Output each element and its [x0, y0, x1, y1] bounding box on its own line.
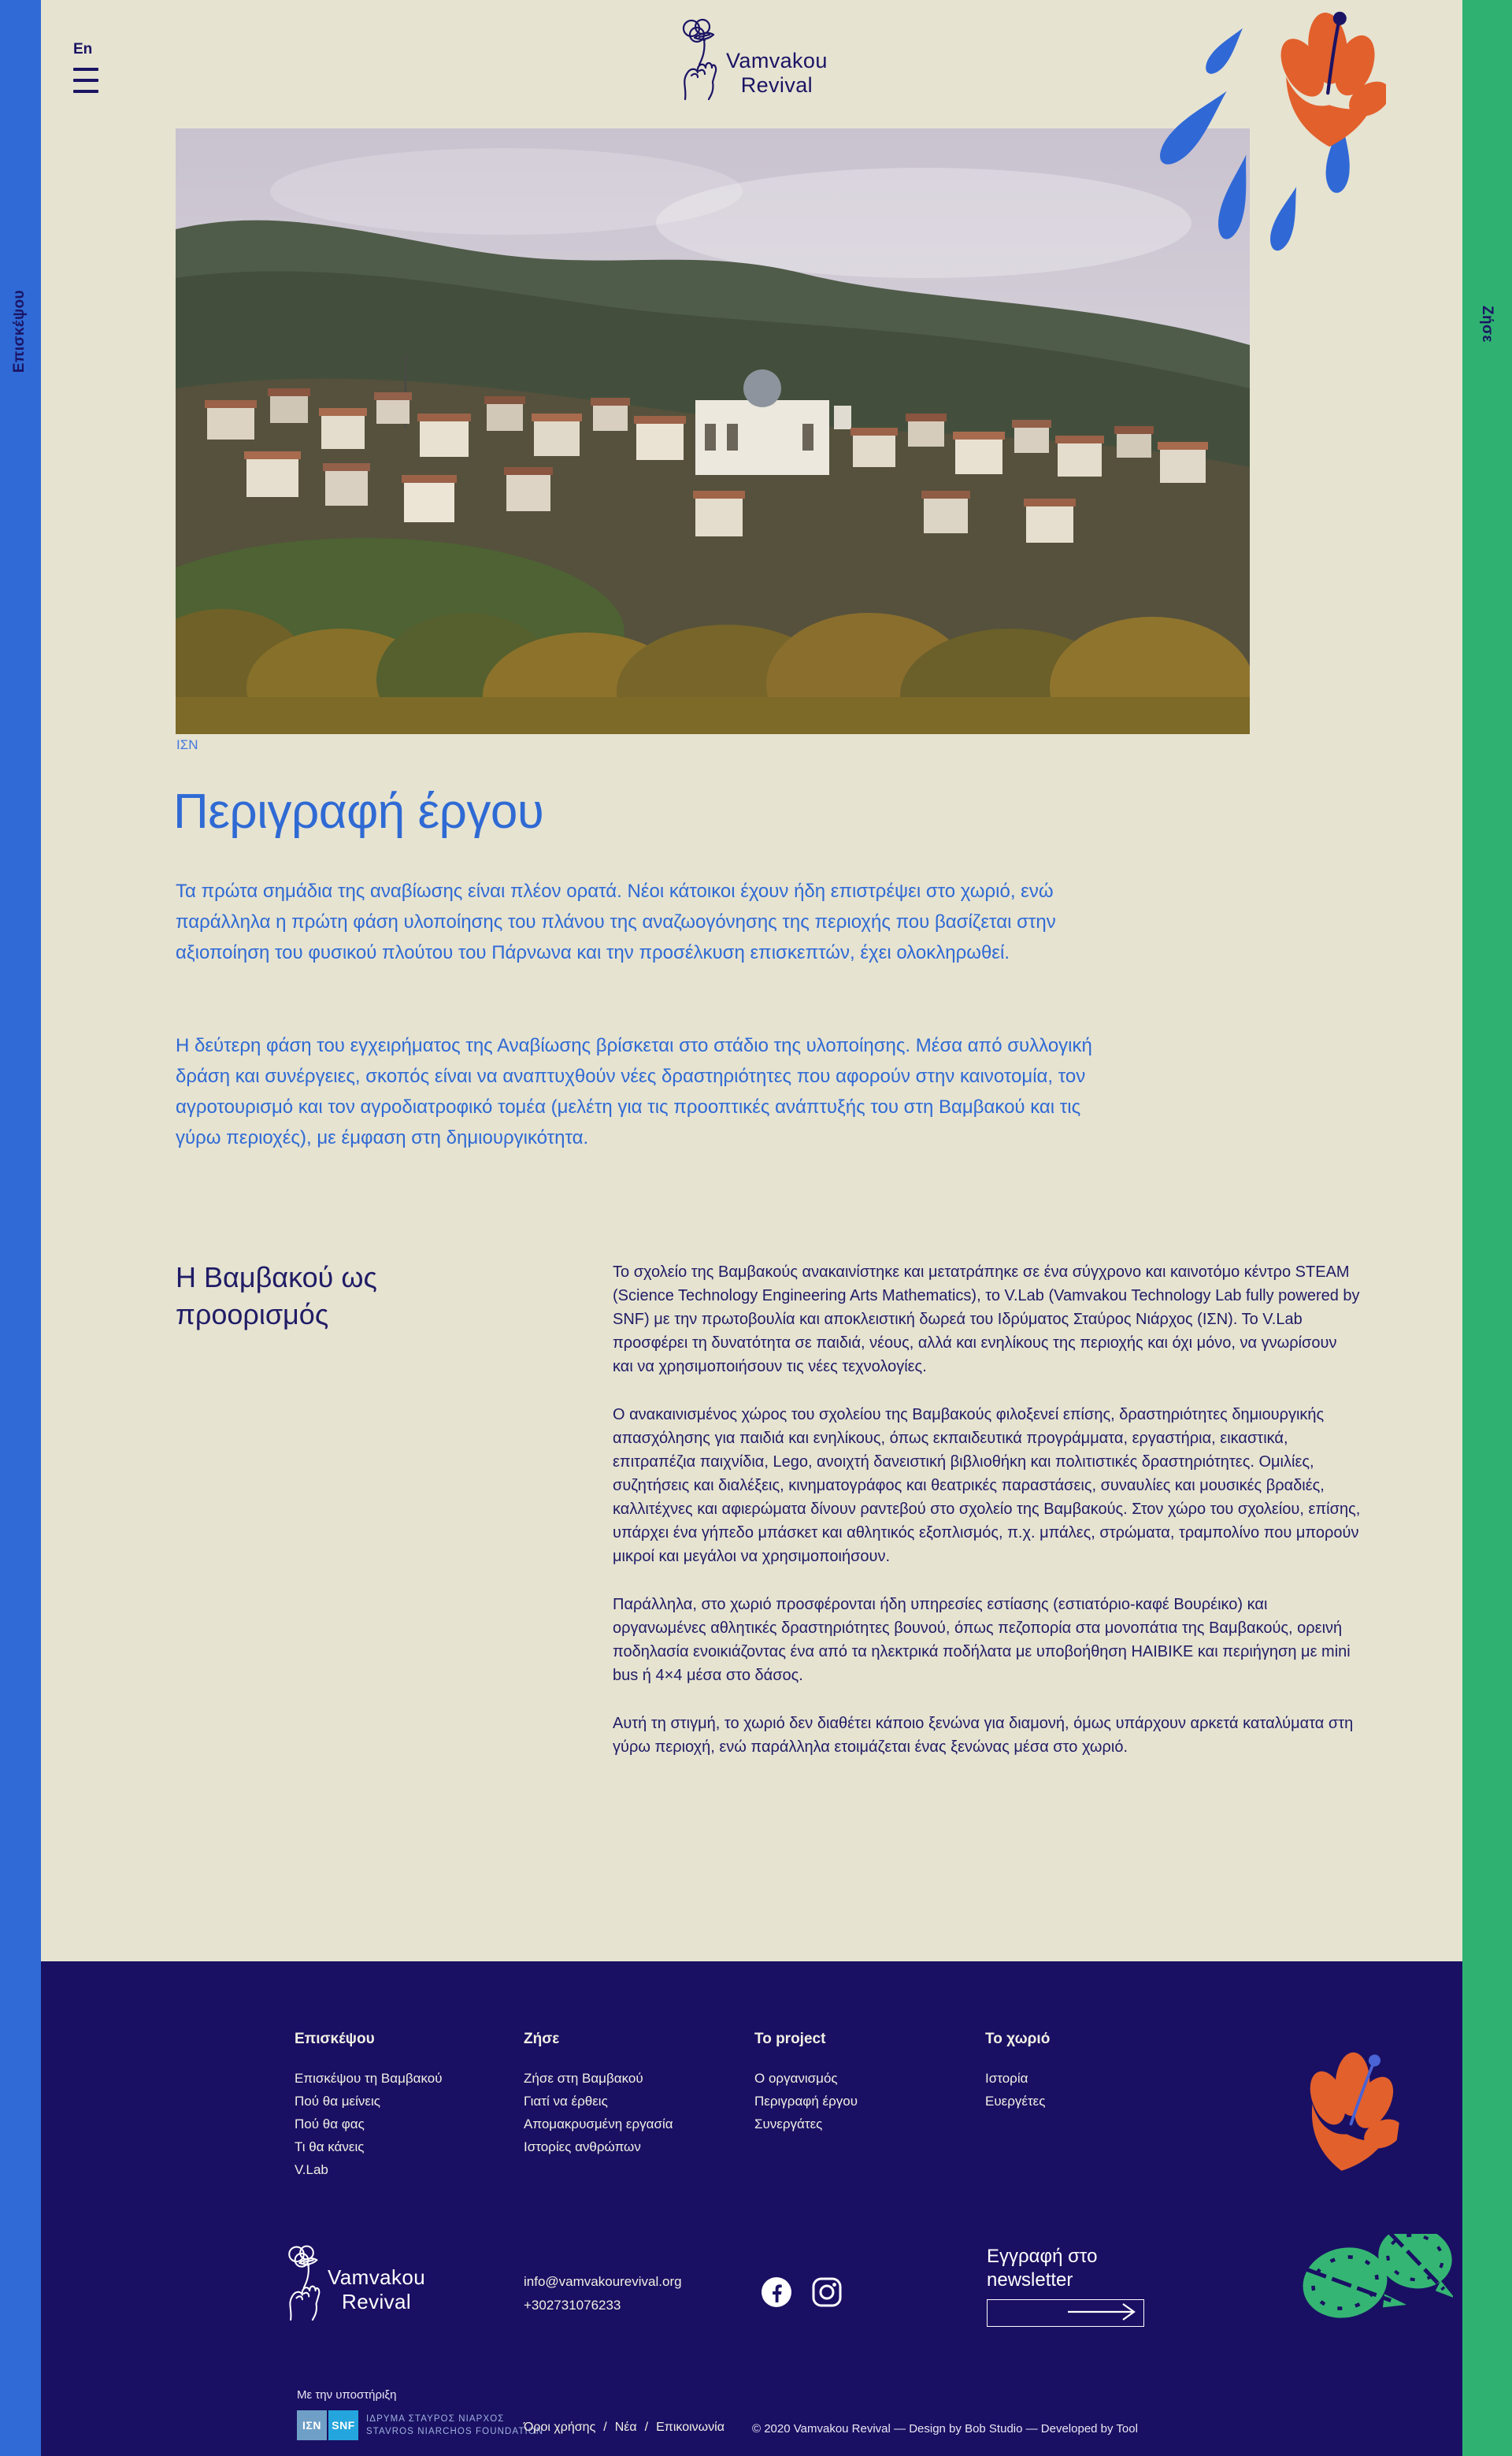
footer-link[interactable]: Επισκέψου τη Βαμβακού: [295, 2071, 443, 2086]
newsletter-heading: Εγγραφή στο newsletter: [987, 2246, 1098, 2291]
section-paragraph: Παράλληλα, στο χωριό προσφέρονται ήδη υπηρεσίες εστίασης (εστιατόριο-καφέ Βουρέικο) και οργανωμένες αθλητικές δραστηριότητες βουνού, όπως πεζοπορία στα μονοπάτια της Βαμβακούς, ορεινή ποδηλασία ενοικιάζοντας ένα από τα ηλεκτρικά ποδήλατα με υποβοήθηση HAIBIKE και περιήγηση με mini bus ή 4×4 μέσα στο δάσος.: [613, 1596, 1351, 1684]
section-paragraph: Το σχολείο της Βαμβακούς ανακαινίστηκε και μετατράπηκε σε ένα σύγχρονο και καινοτόμο κέντρο STEAM (Science Technology Engineering Arts Mathematics), το V.Lab (Vamvakou Technology Lab fully powered by SNF) με την πρωτοβουλία και αποκλειστική δωρεά του Ιδρύματος Σταύρος Νιάρχος (ΙΣΝ). Το V.Lab προσφέρει τη δυνατότητα σε παιδιά, νέους, αλλά και ενηλίκους της περιοχής και όχι μόνο, να γνωρίσουν και να χρησιμοποιήσουν τις νέες τεχνολογίες.: [613, 1263, 1360, 1375]
rail-link-visit[interactable]: Επισκέψου: [11, 290, 28, 373]
page-title: Περιγραφή έργου: [173, 785, 544, 839]
footer-column-visit: [295, 2031, 507, 2186]
footer-column-title: Επισκέψου: [295, 2031, 375, 2047]
raindrop-decoration: [1201, 23, 1250, 78]
village-photo: [176, 128, 1250, 734]
footer-link[interactable]: Πού θα φας: [295, 2117, 365, 2131]
snf-snf-square: SNF: [328, 2410, 358, 2440]
section-body: [613, 1260, 1361, 1783]
footer-link[interactable]: Τι θα κάνεις: [295, 2139, 365, 2154]
footer-link[interactable]: Πού θα μείνεις: [295, 2094, 380, 2109]
left-rail: [0, 0, 41, 2456]
cotton-hand-logo-icon: [282, 2242, 321, 2326]
raindrop-decoration: [1266, 184, 1306, 254]
copyright: © 2020 Vamvakou Revival — Design by Bob Studio — Developed by Tool: [752, 2422, 1138, 2436]
facebook-icon[interactable]: [761, 2276, 792, 2312]
footer-contact: [524, 2270, 682, 2317]
snf-logo[interactable]: [297, 2410, 543, 2440]
footer-logo-wordmark: Vamvakou Revival: [328, 2265, 426, 2313]
flower-decoration: [1274, 9, 1386, 151]
social-links: [761, 2276, 843, 2312]
newsletter-form: [987, 2299, 1144, 2327]
footer-column-title: Ζήσε: [524, 2031, 560, 2047]
newsletter-signup: [987, 2245, 1156, 2327]
footer-link[interactable]: Περιγραφή έργου: [754, 2094, 858, 2109]
footer-link[interactable]: Συνεργάτες: [754, 2117, 823, 2131]
newsletter-email-input[interactable]: [988, 2306, 1066, 2320]
raindrop-decoration: [1153, 82, 1237, 171]
menu-icon[interactable]: [73, 68, 98, 101]
newsletter-submit-button[interactable]: [1066, 2302, 1143, 2324]
footer-link[interactable]: V.Lab: [295, 2162, 328, 2177]
snf-isn-square: ΙΣΝ: [297, 2410, 327, 2440]
footer-column-project: [754, 2031, 967, 2140]
footer-link[interactable]: Ο οργανισμός: [754, 2071, 838, 2086]
legal-links: Όροι χρήσης / Νέα / Επικοινωνία: [524, 2421, 724, 2434]
footer: [0, 1961, 1512, 2456]
footer-link[interactable]: Ευεργέτες: [985, 2094, 1046, 2109]
arrow-right-icon: [1066, 2302, 1139, 2324]
raindrop-decoration: [1214, 152, 1258, 242]
leaf-decoration: [1295, 2234, 1453, 2326]
section-heading: Η Βαμβακού ως προορισμός: [176, 1261, 377, 1330]
language-toggle[interactable]: En: [73, 41, 93, 58]
decoration-cluster: [1166, 0, 1410, 268]
footer-column-village: [985, 2031, 1198, 2117]
footer-column-title: Το χωριό: [985, 2031, 1051, 2047]
snf-name: ΙΔΡΥΜΑ ΣΤΑΥΡΟΣ ΝΙΑΡΧΟΣ STAVROS NIARCHOS FOUNDATION: [366, 2414, 544, 2436]
rail-link-live[interactable]: Ζήσε: [1479, 306, 1495, 343]
phone-link[interactable]: +302731076233: [524, 2298, 621, 2313]
terms-link[interactable]: Όροι χρήσης: [524, 2421, 596, 2434]
footer-link[interactable]: Γιατί να έρθεις: [524, 2094, 608, 2109]
footer-column-live: [524, 2031, 736, 2163]
section-paragraph: Ο ανακαινισμένος χώρος του σχολείου της Βαμβακούς φιλοξενεί επίσης, δραστηριότητες δημιουργικής απασχόλησης για παιδιά και ενηλίκους, όπως εκπαιδευτικά προγράμματα, εργαστήρια, εικαστικά, επιτραπέζια παιχνίδια, Lego, ανοιχτή δανειστική βιβλιοθήκη και πολιτιστικές δραστηριότητες. Ομιλίες, συζητήσεις και διαλέξεις, κινηματογράφος και θεατρικές παραστάσεις, συναυλίες και μουσικές βραδιές, καλλιτέχνες και αφιερώματα δίνουν ραντεβού στο σχολείο της Βαμβακούς. Στον χώρο του σχολείου, επίσης, υπάρχει ένα γήπεδο μπάσκετ και αθλητικός εξοπλισμός, π.χ. μπάλες, στρώματα, τραμπολίνο που μπορούν μικροί και μεγάλοι να χρησιμοποιήσουν.: [613, 1406, 1361, 1565]
site-logo[interactable]: [676, 16, 828, 105]
footer-logo[interactable]: [282, 2242, 425, 2326]
flower-decoration: [1292, 2043, 1408, 2182]
article-paragraph: Τα πρώτα σημάδια της αναβίωσης είναι πλέον ορατά. Νέοι κάτοικοι έχουν ήδη επιστρέψει στο χωριό, ενώ παράλληλα η πρώτη φάση υλοποίησης του πλάνου της αναζωογόνησης της περιοχής που βασίζεται στην αξιοποίηση του φυσικού πλούτου του Πάρνωνα και την προσέλκυση επισκεπτών, έχει ολοκληρωθεί.: [176, 881, 1056, 963]
footer-link[interactable]: Ζήσε στη Βαμβακού: [524, 2071, 643, 2086]
article-paragraph: Η δεύτερη φάση του εγχειρήματος της Αναβίωσης βρίσκεται στο στάδιο της υλοποίησης. Μέσα από συλλογική δράση και συνέργειες, σκοπός είναι να αναπτυχθούν νέες δραστηριότητες που αφορούν στην καινοτομία, τον αγροτουρισμό και τον αγροδιατροφικό τομέα (μελέτη για τις προοπτικές ανάπτυξής του στη Βαμβακού και τις γύρω περιοχές), με έμφαση στη δημιουργικότητα.: [176, 1035, 1092, 1148]
footer-link[interactable]: Ιστορίες ανθρώπων: [524, 2139, 641, 2154]
section-paragraph: Αυτή τη στιγμή, το χωριό δεν διαθέτει κάποιο ξενώνα για διαμονή, όμως υπάρχουν αρκετά καταλύματα στη γύρω περιοχή, ενώ παράλληλα ετοιμάζεται ένας ξενώνας μέσα στο χωριό.: [613, 1715, 1354, 1756]
footer-link[interactable]: Ιστορία: [985, 2071, 1028, 2086]
footer-link[interactable]: Απομακρυσμένη εργασία: [524, 2117, 673, 2131]
right-rail: [1462, 0, 1512, 2456]
support-label: Με την υποστήριξη: [297, 2388, 397, 2402]
photo-credit[interactable]: ΙΣΝ: [176, 737, 198, 752]
contact-link[interactable]: Επικοινωνία: [656, 2421, 724, 2434]
cotton-hand-logo-icon: [676, 16, 718, 105]
hero-village-photo: [176, 128, 1250, 734]
footer-column-title: To project: [754, 2031, 826, 2047]
email-link[interactable]: info@vamvakourevival.org: [524, 2274, 682, 2289]
instagram-icon[interactable]: [811, 2276, 843, 2312]
logo-wordmark: Vamvakou Revival: [726, 49, 828, 97]
news-link[interactable]: Νέα: [614, 2421, 637, 2434]
